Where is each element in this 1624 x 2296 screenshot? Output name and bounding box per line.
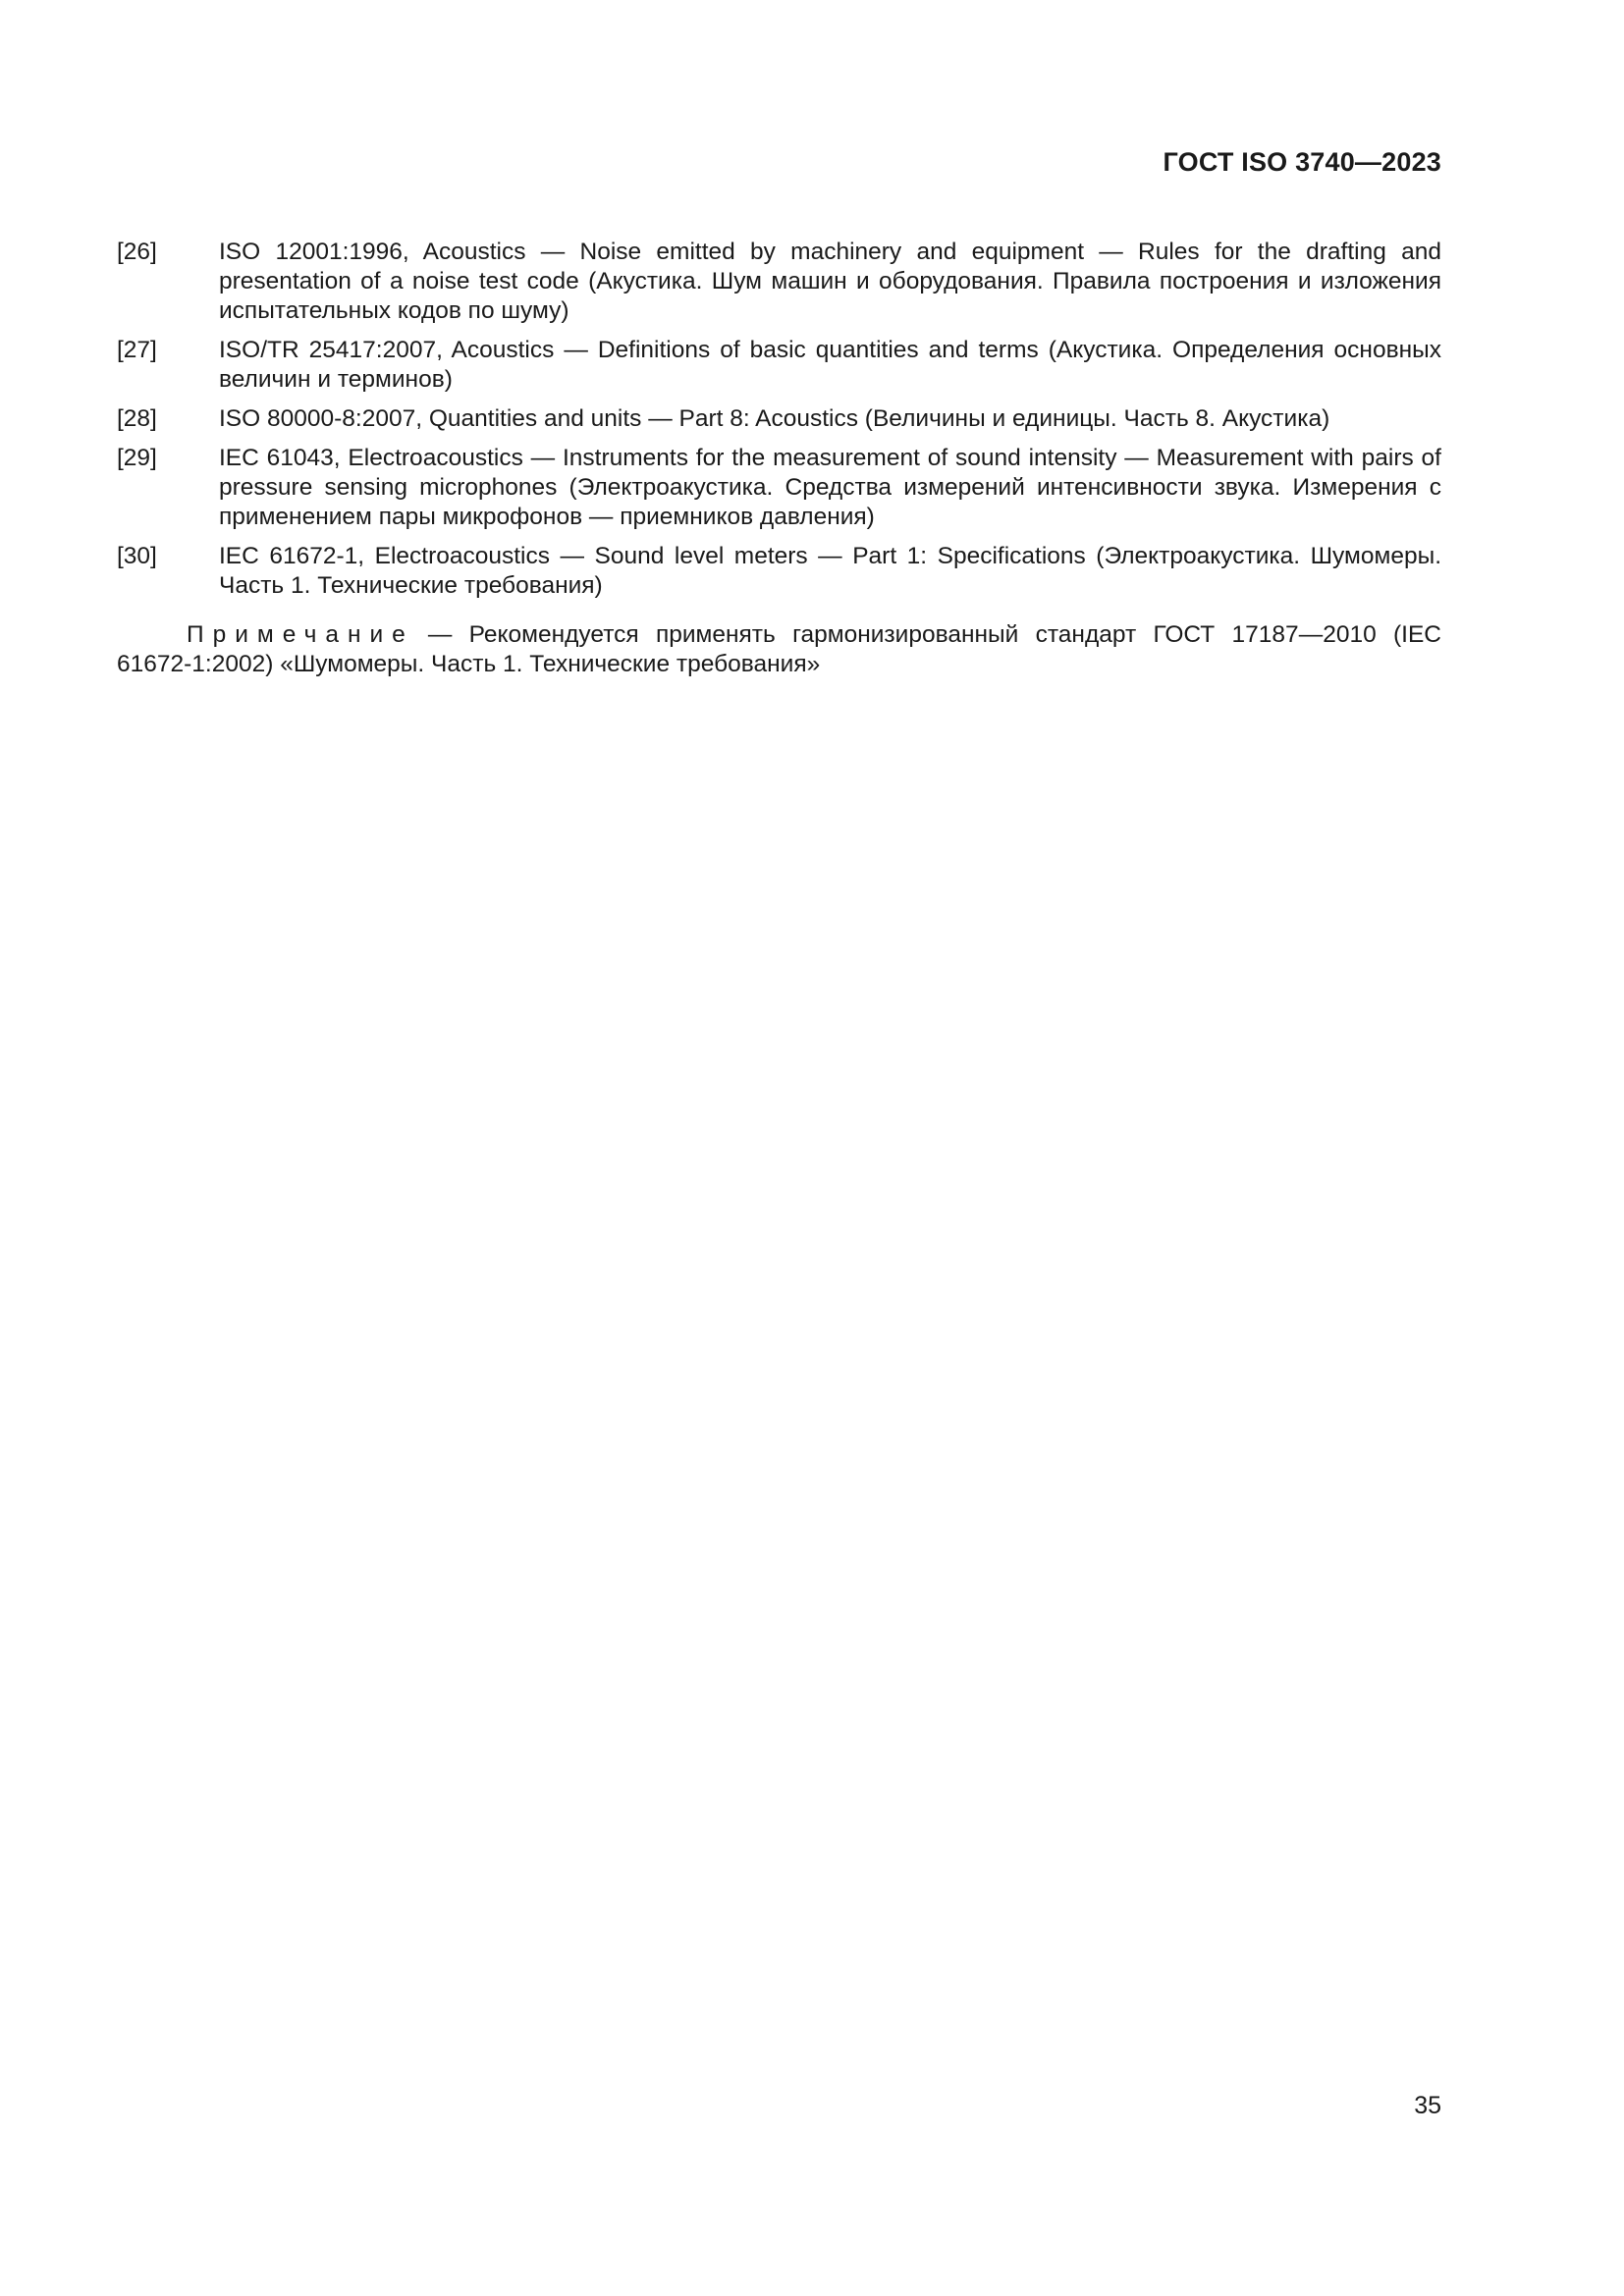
note-text: — Рекомендуется применять гармонизированный стандарт ГОСТ 17187—2010 (IEC 61672-1:2002) «Шумомеры. Часть 1. Технические требования» xyxy=(117,621,1441,677)
reference-number: [29] xyxy=(117,445,157,471)
reference-item xyxy=(117,238,1441,326)
reference-text: IEC 61043, Electroacoustics — Instruments for the measurement of sound intensity — Measurement with pairs of pressure sensing microphones (Электроакустика. Средства измерений интенсивности звука. Измерения с применением пары микрофонов — приемников давления) xyxy=(219,445,1441,530)
reference-item xyxy=(117,542,1441,601)
reference-item xyxy=(117,404,1441,434)
reference-text: ISO/TR 25417:2007, Acoustics — Definitions of basic quantities and terms (Акустика. Определения основных величин и терминов) xyxy=(219,337,1441,393)
reference-text: IEC 61672-1, Electroacoustics — Sound level meters — Part 1: Specifications (Электроакустика. Шумомеры. Часть 1. Технические требования) xyxy=(219,543,1441,599)
reference-text: ISO 12001:1996, Acoustics — Noise emitted by machinery and equipment — Rules for the drafting and presentation of a noise test code (Акустика. Шум машин и оборудования. Правила построения и изложения испытательных кодов по шуму) xyxy=(219,239,1441,324)
reference-number: [26] xyxy=(117,239,157,265)
reference-number: [28] xyxy=(117,405,157,432)
page-number: 35 xyxy=(1414,2092,1441,2119)
reference-number: [30] xyxy=(117,543,157,569)
document-designation: ГОСТ ISO 3740—2023 xyxy=(1163,147,1441,177)
reference-item xyxy=(117,336,1441,395)
bibliography-list xyxy=(117,238,1441,611)
reference-item xyxy=(117,444,1441,532)
note-label: Примечание xyxy=(187,621,414,648)
reference-number: [27] xyxy=(117,337,157,363)
reference-text: ISO 80000-8:2007, Quantities and units — Part 8: Acoustics (Величины и единицы. Часть 8. Акустика) xyxy=(219,405,1330,432)
note-paragraph xyxy=(117,620,1441,679)
